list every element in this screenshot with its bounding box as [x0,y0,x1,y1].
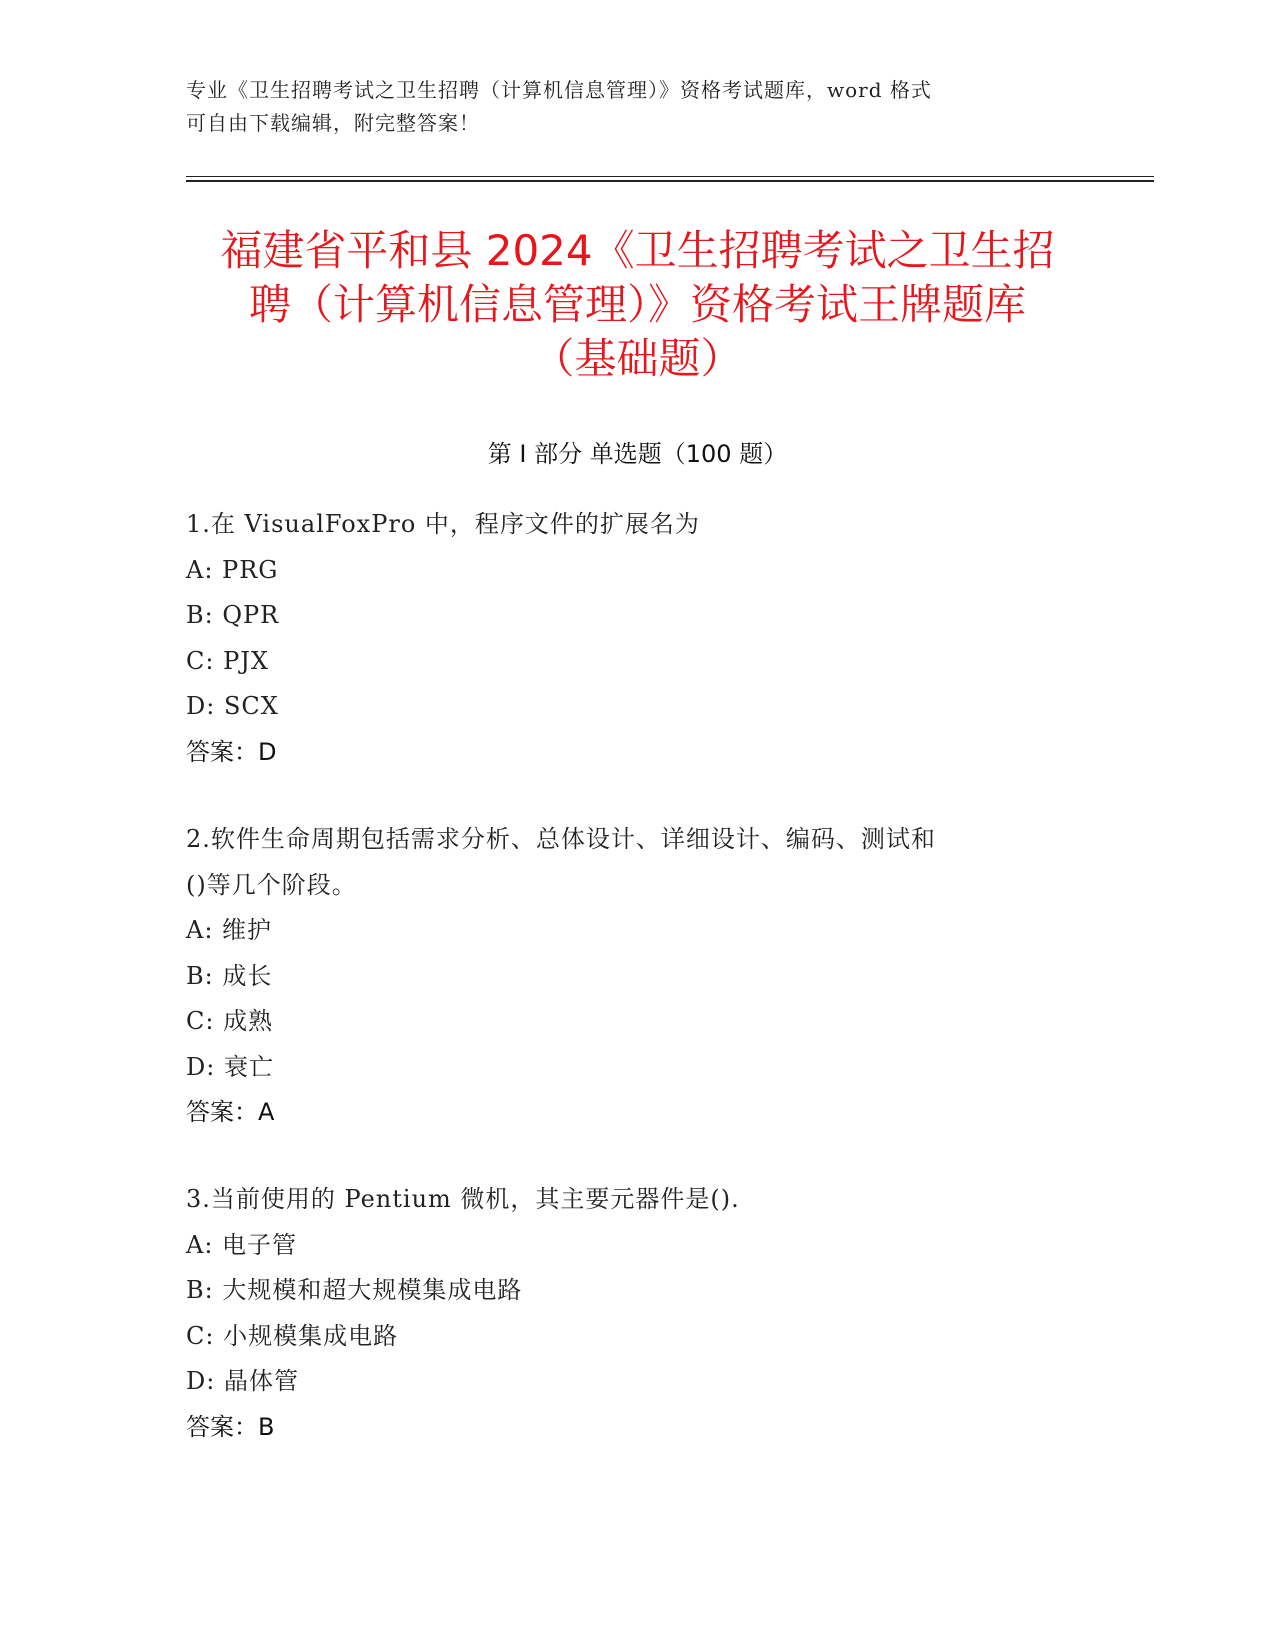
option-b: B: QPR [186,601,280,629]
question-2 [186,817,1086,1136]
option-b: B: 大规模和超大规模集成电路 [186,1276,523,1304]
question-stem: 3.当前使用的 Pentium 微机，其主要元器件是(). [186,1185,740,1213]
option-b: B: 成长 [186,961,273,990]
option-d: D: SCX [186,692,279,720]
option-a: A: 电子管 [186,1230,298,1259]
answer: 答案：B [186,1412,275,1441]
question-1 [186,502,1086,775]
intro-line: 可自由下载编辑，附完整答案！ [186,111,480,135]
answer: 答案：A [186,1098,275,1126]
title-line: 聘（计算机信息管理）》资格考试王牌题库 [248,280,1026,329]
option-c: C: 小规模集成电路 [186,1321,399,1350]
header-divider [186,180,1154,182]
section-title: 第 I 部分 单选题（100 题） [487,440,788,468]
option-a: A: PRG [186,555,279,584]
option-d: D: 晶体管 [186,1367,299,1395]
answer: 答案：D [186,737,277,766]
option-c: C: PJX [186,646,269,675]
option-c: C: 成熟 [186,1007,274,1035]
intro-text [186,74,1086,140]
question-stem: 2.软件生命周期包括需求分析、总体设计、详细设计、编码、测试和 [186,825,936,853]
option-a: A: 维护 [186,916,273,944]
intro-line: 专业《卫生招聘考试之卫生招聘（计算机信息管理）》资格考试题库，word 格式 [186,78,932,102]
header-divider [186,176,1154,177]
document-title [150,224,1125,386]
title-line: 福建省平和县 2024《卫生招聘考试之卫生招 [220,226,1055,275]
title-line: （基础题） [532,334,743,383]
question-stem: ()等几个阶段。 [186,870,357,899]
question-stem: 1.在 VisualFoxPro 中，程序文件的扩展名为 [186,510,700,538]
option-d: D: 衰亡 [186,1052,274,1081]
question-3 [186,1177,1086,1450]
